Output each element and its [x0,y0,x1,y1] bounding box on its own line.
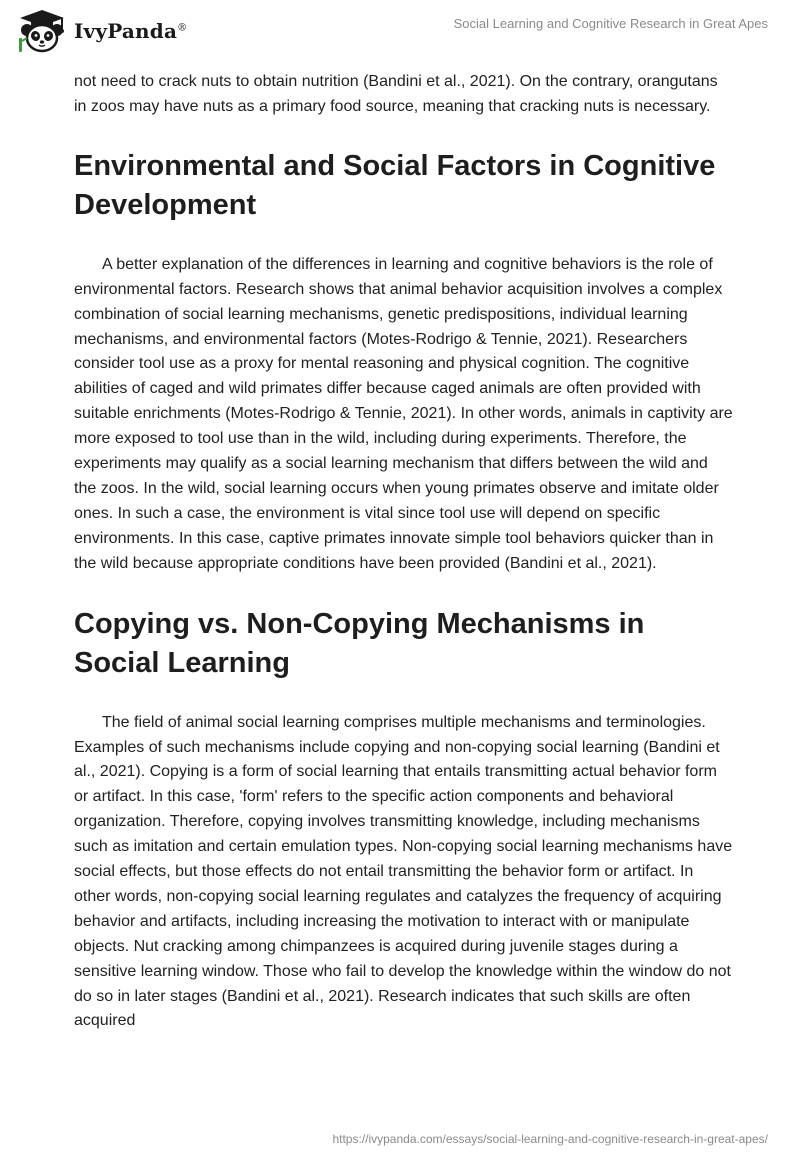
section-heading-environmental: Environmental and Social Factors in Cognitive Development [74,149,716,221]
ivypanda-logo[interactable] [16,8,187,54]
panda-graduate-icon [16,8,68,54]
source-url[interactable]: https://ivypanda.com/essays/social-learning-and-cognitive-research-in-great-apes/ [332,1132,768,1146]
section-paragraph-environmental: A better explanation of the differences in learning and cognitive behaviors is the role of environmental factors. Research shows that animal behavior acquisition involves a complex combination of social learning mechanisms, genetic predispositions, individual learning mechanisms, and environmental factors (Motes-Rodrigo & Tennie, 2021). Researchers consider tool use as a proxy for mental reasoning and physical cognition. The cognitive abilities of caged and wild primates differ because caged animals are often provided with suitable enrichments (Motes-Rodrigo & Tennie, 2021). In other words, animals in captivity are more exposed to tool use than in the wild, including during experiments. Therefore, the experiments may qualify as a social learning mechanism that differs between the wild and the zoos. In the wild, social learning occurs when young primates observe and imitate older ones. In such a case, the environment is vital since tool use will depend on specific environments. In this case, captive primates innovate simple tool behaviors quicker than in the wild because appropriate conditions have been provided (Bandini et al., 2021). [74,255,733,572]
essay-content [74,70,734,1034]
section-heading-copying: Copying vs. Non-Copying Mechanisms in Social Learning [74,607,645,679]
document-title: Social Learning and Cognitive Research in Great Apes [453,16,768,31]
brand-name: IvyPanda® [74,19,188,43]
page-header [0,0,800,70]
intro-paragraph: not need to crack nuts to obtain nutrition (Bandini et al., 2021). On the contrary, orangutans in zoos may have nuts as a primary food source, meaning that cracking nuts is necessary. [74,73,718,115]
section-paragraph-copying: The field of animal social learning comprises multiple mechanisms and terminologies. Examples of such mechanisms include copying and non-copying social learning (Bandini et al., 2021). Copying is a form of social learning that entails transmitting actual behavior form or artifact. In this case, 'form' refers to the specific action components and behavioral organization. Therefore, copying involves transmitting knowledge, including mechanisms such as imitation and certain emulation types. Non-copying social learning mechanisms have social effects, but those effects do not entail transmitting the behavior form or artifact. In other words, non-copying social learning regulates and catalyzes the frequency of acquiring behavior and artifacts, including increasing the motivation to interact with or manipulate objects. Nut cracking among chimpanzees is acquired during juvenile stages during a sensitive learning window. Those who fail to develop the knowledge within the window do not do so in later stages (Bandini et al., 2021). Research indicates that such skills are often acquired [74,713,733,1030]
